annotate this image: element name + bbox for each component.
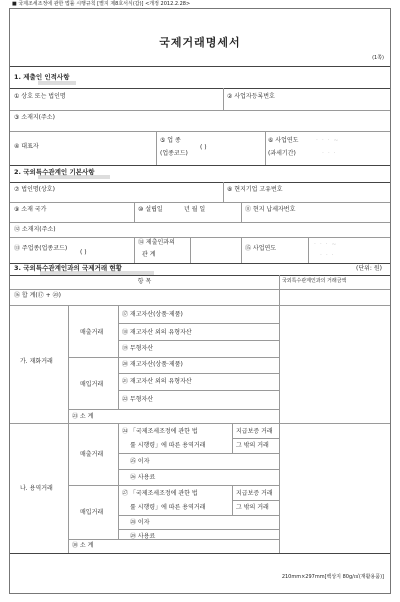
services-sales-interest: ㉕ 이자 — [130, 458, 150, 465]
s2-tax-no-field[interactable]: ⑪ 현지 납세자번호 — [245, 206, 296, 213]
s1-bizno-field[interactable]: ② 사업자등록번호 — [227, 93, 275, 100]
s2-relation-sub-label: 관 계 — [142, 251, 156, 258]
s1-rep-field[interactable]: ④ 대표자 — [14, 143, 39, 150]
s1-year-value2[interactable]: · · · — [322, 150, 337, 157]
s2-year-value2[interactable]: · · · — [320, 252, 335, 259]
goods-label: 가. 재화거래 — [20, 358, 53, 365]
header-note: ■ 국제조세조정에 관한 법률 시행규칙 [별지 제8호서식(갑)] <개정 2012.2.28> — [12, 1, 191, 7]
s1-industry-paren[interactable]: ( ) — [200, 144, 207, 151]
s2-biz-paren[interactable]: ( ) — [80, 249, 87, 256]
services-purchase-item-b1: 지급보증 거래 — [236, 490, 273, 497]
s2-country-field[interactable]: ⑨ 소재 국가 — [14, 206, 47, 213]
s2-biz-label: ⑬ 주업종(업종코드) — [14, 245, 68, 252]
goods-purchase-item-1: ⑳ 재고자산(상품·제품) — [122, 361, 183, 368]
services-purchase-label: 매입거래 — [80, 509, 104, 516]
goods-purchase-item-3: ㉒ 무형자산 — [122, 396, 154, 403]
goods-sales-item-3: ⑲ 무형자산 — [122, 345, 154, 352]
s2-year-value[interactable]: · · · ~ — [314, 241, 338, 248]
total-row: ⑯ 합 계(⑰ + ⑳) — [14, 292, 61, 299]
services-sales-item-a1: ㉔ 「국제조세조정에 관한 법 — [122, 428, 198, 435]
services-purchase-royalty: ㉙ 사용료 — [130, 533, 156, 540]
services-purchase-item-b2: 그 밖의 거래 — [236, 504, 269, 511]
services-sales-item-b2: 그 밖의 거래 — [236, 442, 269, 449]
s1-industry-label: ⑤ 업 종 — [160, 137, 181, 144]
goods-purchase-label: 매입거래 — [80, 381, 104, 388]
s2-corp-field[interactable]: ⑦ 법인명(상호) — [14, 186, 55, 193]
s2-year-label: ⑮ 사업연도 — [245, 245, 277, 252]
form-container — [9, 8, 391, 594]
s2-est-ymd[interactable]: 년 월 일 — [184, 206, 206, 213]
goods-subtotal: ㉓ 소 계 — [72, 413, 94, 420]
s1-year-label: ⑥ 사업연도 — [268, 137, 299, 144]
footer-spec: 210mm×297mm[백상지 80g/㎡(재활용품)] — [281, 574, 384, 580]
services-sales-label: 매출거래 — [80, 451, 104, 458]
goods-sales-item-2: ⑱ 재고자산 외의 유형자산 — [122, 329, 192, 336]
s1-industry-code-label: (업종코드) — [160, 150, 188, 157]
col-amount-header: 국외특수관계인과의 거래금액 — [282, 278, 347, 284]
services-sales-royalty: ㉖ 사용료 — [130, 474, 156, 481]
form-title: 국제거래명세서 — [159, 36, 241, 49]
services-purchase-interest: ㉘ 이자 — [130, 519, 150, 526]
services-sales-item-a2: 률 시행령」에 따른 용역거래 — [130, 442, 206, 449]
s2-local-code-field[interactable]: ⑧ 현지기업 고유번호 — [227, 186, 283, 193]
s2-addr-field[interactable]: ⑫ 소재지(주소) — [14, 226, 56, 233]
goods-purchase-item-2: ㉑ 재고자산 외의 유형자산 — [122, 378, 192, 385]
s1-name-field[interactable]: ① 상호 또는 법인명 — [14, 93, 66, 100]
goods-sales-label: 매출거래 — [80, 329, 104, 336]
section3-heading: 3. 국외특수관계인과의 국제거래 현황 — [14, 264, 122, 272]
s1-year-value[interactable]: · · · ~ — [316, 137, 340, 144]
page-indicator: (1쪽) — [372, 55, 384, 61]
col-item-header: 항 목 — [137, 278, 152, 285]
services-subtotal: ㉚ 소 계 — [72, 542, 94, 549]
unit-label: (단위: 원) — [356, 265, 382, 272]
section2-heading: 2. 국외특수관계인 기본사항 — [14, 168, 95, 176]
section1-heading: 1. 제출인 인적사항 — [14, 73, 70, 81]
services-label: 나. 용역거래 — [20, 485, 53, 492]
services-purchase-item-a2: 률 시행령」에 따른 용역거래 — [130, 504, 206, 511]
services-sales-item-b1: 지급보증 거래 — [236, 428, 273, 435]
services-purchase-item-a1: ㉗ 「국제조세조정에 관한 법 — [122, 490, 198, 497]
s2-relation-label: ⑭ 제출인과의 — [138, 239, 175, 246]
s2-est-date-label: ⑩ 설립일 — [138, 206, 163, 213]
s1-addr-field[interactable]: ③ 소재지(주소) — [14, 114, 55, 121]
goods-sales-item-1: ⑰ 재고자산(상품·제품) — [122, 311, 183, 318]
s1-year-sub-label: (과세기간) — [268, 150, 296, 157]
